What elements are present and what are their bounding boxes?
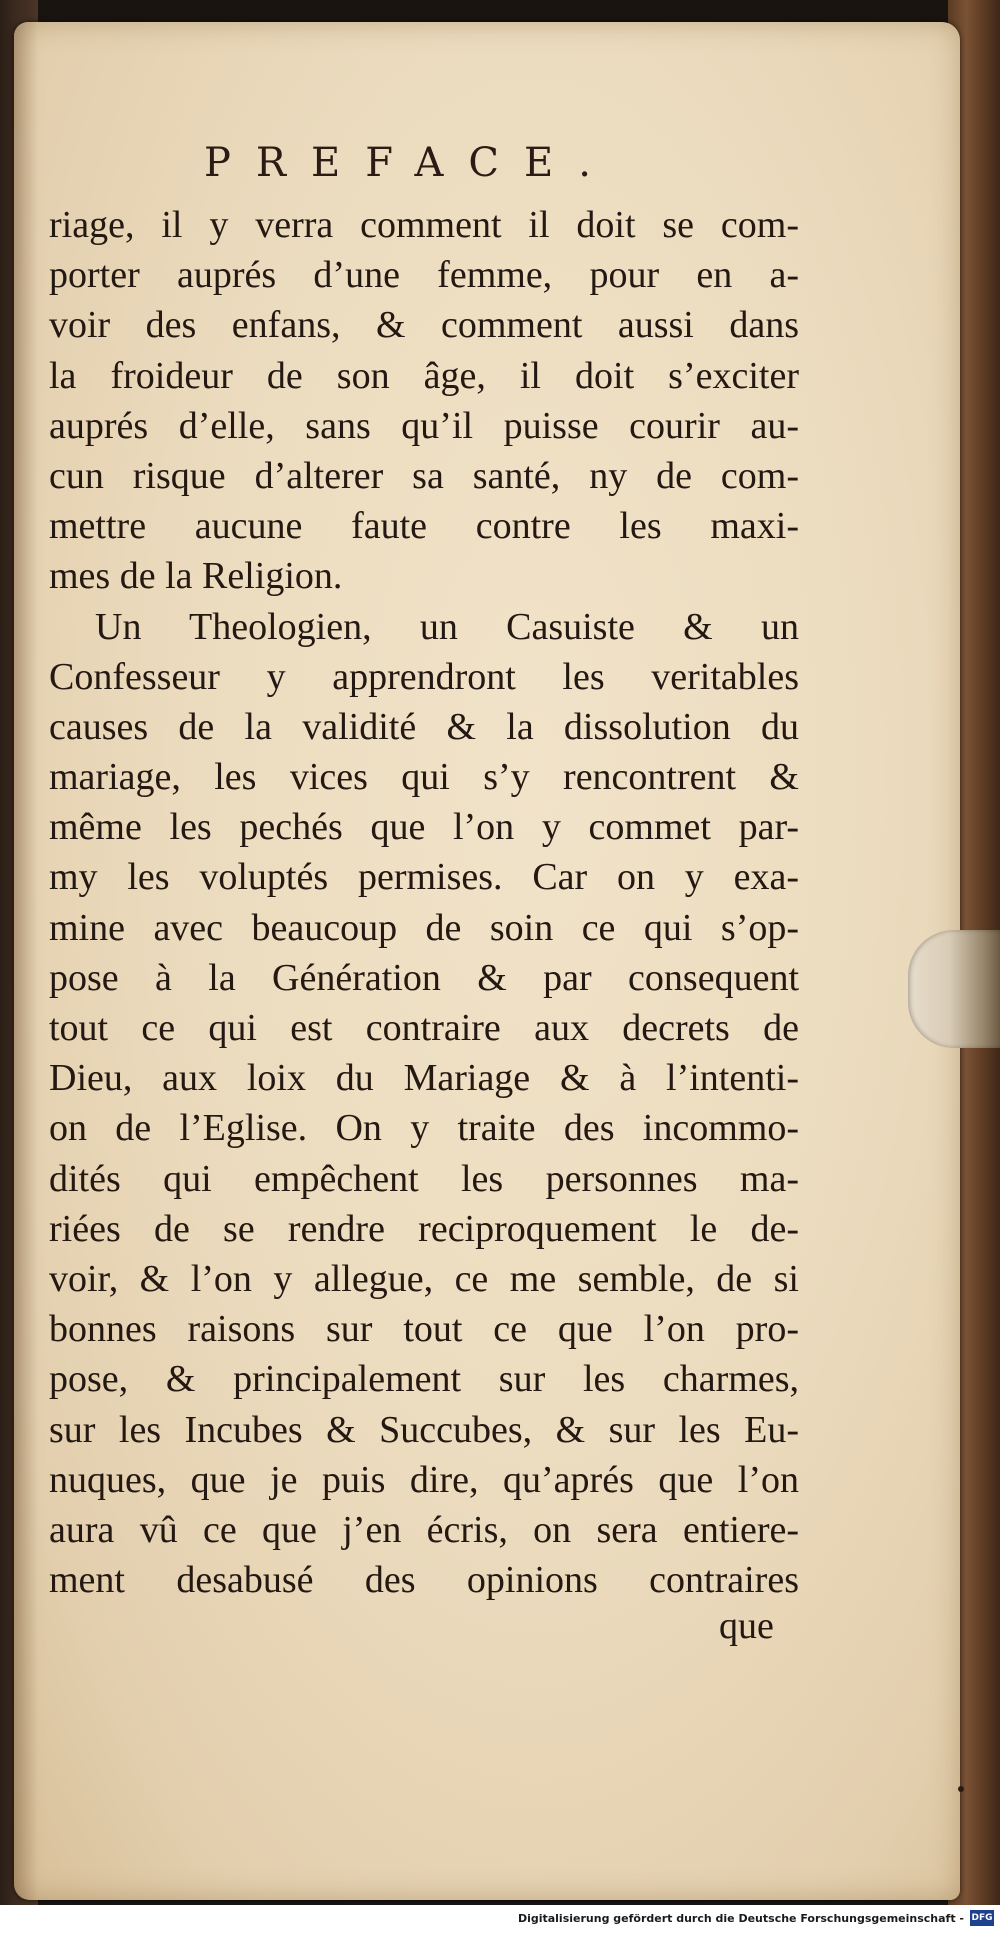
text-line: mine avec beaucoup de soin ce qui s’op- [49,906,799,949]
text-line: auprés d’elle, sans qu’il puisse courir au- [49,404,799,447]
text-line: bonnes raisons sur tout ce que l’on pro- [49,1308,799,1351]
text-line: causes de la validité & la dissolution du [49,705,799,748]
text-line: riées de se rendre reciproquement le de- [49,1207,799,1250]
text-line: ment desabusé des opinions contraires [49,1559,799,1602]
text-line: mariage, les vices qui s’y rencontrent & [49,756,799,799]
running-head: PREFACE. [204,140,616,186]
text-line: dités qui empêchent les personnes ma- [49,1157,799,1200]
text-line: my les voluptés permises. Car on y exa- [49,856,799,899]
text-line: la froideur de son âge, il doit s’exciter [49,354,799,397]
text-line: voir, & l’on y allegue, ce me semble, de si [49,1257,799,1300]
text-line: voir des enfans, & comment aussi dans [49,304,799,347]
book-page [14,22,960,1900]
text-line: riage, il y verra comment il doit se com- [49,204,799,246]
text-line: même les pechés que l’on y commet par- [49,806,799,849]
text-line: Dieu, aux loix du Mariage & à l’intenti- [49,1057,799,1100]
ink-dot [958,1786,964,1792]
dfg-logo: DFG [970,1910,994,1926]
text-line: mettre aucune faute contre les maxi- [49,505,799,548]
text-line: pose à la Génération & par consequent [49,956,799,999]
paragraph-start-line: Un Theologien, un Casuiste & un [95,605,799,648]
digitization-credit: Digitalisierung gefördert durch die Deutsche Forschungsgemeinschaft - [517,1912,964,1925]
text-line: sur les Incubes & Succubes, & sur les Eu- [49,1408,799,1451]
text-line: mes de la Religion. [49,555,343,598]
text-line: tout ce qui est contraire aux decrets de [49,1007,799,1049]
text-line: pose, & principalement sur les charmes, [49,1358,799,1401]
catchword: que [719,1605,774,1647]
book-clasp [908,930,1000,1048]
text-line: cun risque d’alterer sa santé, ny de com- [49,454,799,497]
body-text [49,200,799,1605]
text-line: on de l’Eglise. On y traite des incommo- [49,1107,799,1150]
text-line: aura vû ce que j’en écris, on sera entiere- [49,1508,799,1551]
text-line: Confesseur y apprendront les veritables [49,655,799,698]
text-line: porter auprés d’une femme, pour en a- [49,254,799,297]
text-line: nuques, que je puis dire, qu’aprés que l’on [49,1458,799,1501]
